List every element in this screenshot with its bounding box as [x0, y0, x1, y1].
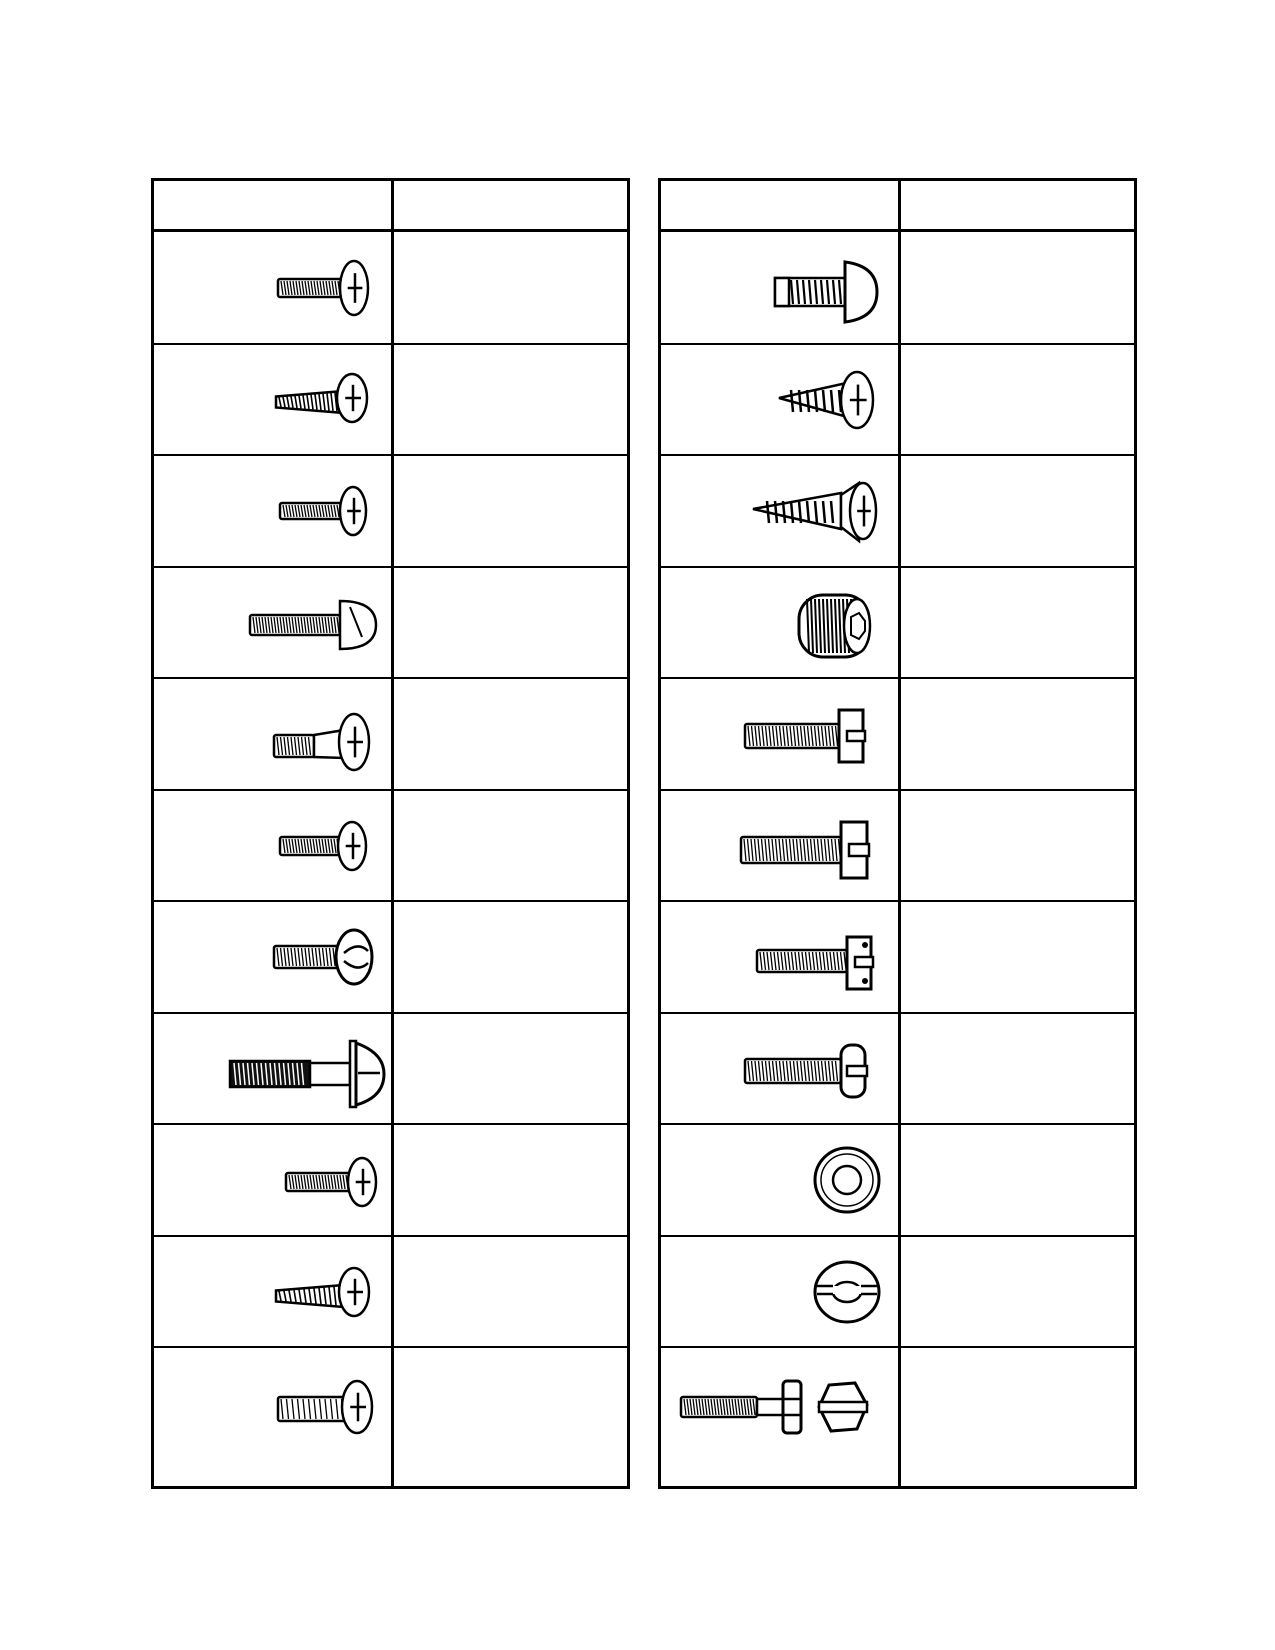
row-divider — [661, 789, 1134, 791]
row-divider — [154, 900, 627, 902]
table-row — [154, 344, 627, 456]
header-cell-picture — [154, 181, 391, 229]
table-row — [154, 232, 627, 344]
table-row — [154, 1347, 627, 1459]
oval-head-phillips-screw-short-icon — [154, 790, 391, 902]
flat-head-wood-screw-icon — [661, 455, 898, 567]
oval-head-phillips-tapping-screw-icon — [154, 1347, 391, 1459]
table-row — [661, 790, 1134, 902]
slotted-hex-washer-head-screw-icon — [661, 1347, 898, 1459]
table-row — [154, 1236, 627, 1348]
countersunk-phillips-tapping-screw-icon — [154, 344, 391, 456]
pan-head-phillips-tapping-screw-icon — [154, 1236, 391, 1348]
row-divider — [154, 1235, 627, 1237]
row-divider — [154, 1123, 627, 1125]
table-row — [661, 901, 1134, 1013]
row-divider — [661, 900, 1134, 902]
header-cell-description — [901, 181, 1134, 229]
row-divider — [154, 1346, 627, 1348]
table-row — [154, 901, 627, 1013]
fastener-table-left — [151, 178, 630, 1489]
row-divider — [154, 566, 627, 568]
table-row — [154, 790, 627, 902]
header-cell-description — [394, 181, 627, 229]
table-row — [661, 455, 1134, 567]
round-head-bolt-icon — [154, 567, 391, 679]
slotted-cheese-head-screw-icon — [661, 678, 898, 790]
table-row — [154, 455, 627, 567]
flat-washer-icon — [661, 1124, 898, 1236]
table-row — [661, 567, 1134, 679]
table-row — [154, 1124, 627, 1236]
row-divider — [154, 789, 627, 791]
table-row — [154, 678, 627, 790]
row-divider — [154, 454, 627, 456]
table-row — [154, 1013, 627, 1125]
countersunk-phillips-screw-shouldered-icon — [154, 678, 391, 790]
flanged-head-phillips-bolt-icon — [154, 1013, 391, 1125]
table-row — [661, 678, 1134, 790]
oval-head-phillips-screw-small-icon — [154, 455, 391, 567]
row-divider — [661, 1346, 1134, 1348]
row-divider — [661, 1012, 1134, 1014]
fastener-table-right — [658, 178, 1137, 1489]
slotted-pan-head-screw-icon — [661, 1013, 898, 1125]
split-lock-washer-icon — [661, 1236, 898, 1348]
round-head-drive-screw-icon — [661, 232, 898, 344]
table-row — [661, 1124, 1134, 1236]
table-row — [661, 344, 1134, 456]
row-divider — [661, 1123, 1134, 1125]
row-divider — [154, 343, 627, 345]
table-row — [661, 1347, 1134, 1459]
row-divider — [661, 677, 1134, 679]
table-row — [154, 567, 627, 679]
header-cell-picture — [661, 181, 898, 229]
row-divider — [154, 677, 627, 679]
pan-head-wood-screw-icon — [661, 344, 898, 456]
table-row — [661, 1236, 1134, 1348]
row-divider — [661, 454, 1134, 456]
oval-head-phillips-screw-icon — [154, 232, 391, 344]
table-row — [661, 1013, 1134, 1125]
table-row — [661, 232, 1134, 344]
drilled-fillister-head-screw-icon — [661, 901, 898, 1013]
row-divider — [661, 566, 1134, 568]
row-divider — [661, 1235, 1134, 1237]
row-divider — [661, 343, 1134, 345]
pan-head-phillips-screw-icon — [154, 1124, 391, 1236]
truss-head-phillips-screw-icon — [154, 901, 391, 1013]
hex-socket-set-screw-icon — [661, 567, 898, 679]
slotted-cheese-head-screw-long-icon — [661, 790, 898, 902]
row-divider — [154, 1012, 627, 1014]
